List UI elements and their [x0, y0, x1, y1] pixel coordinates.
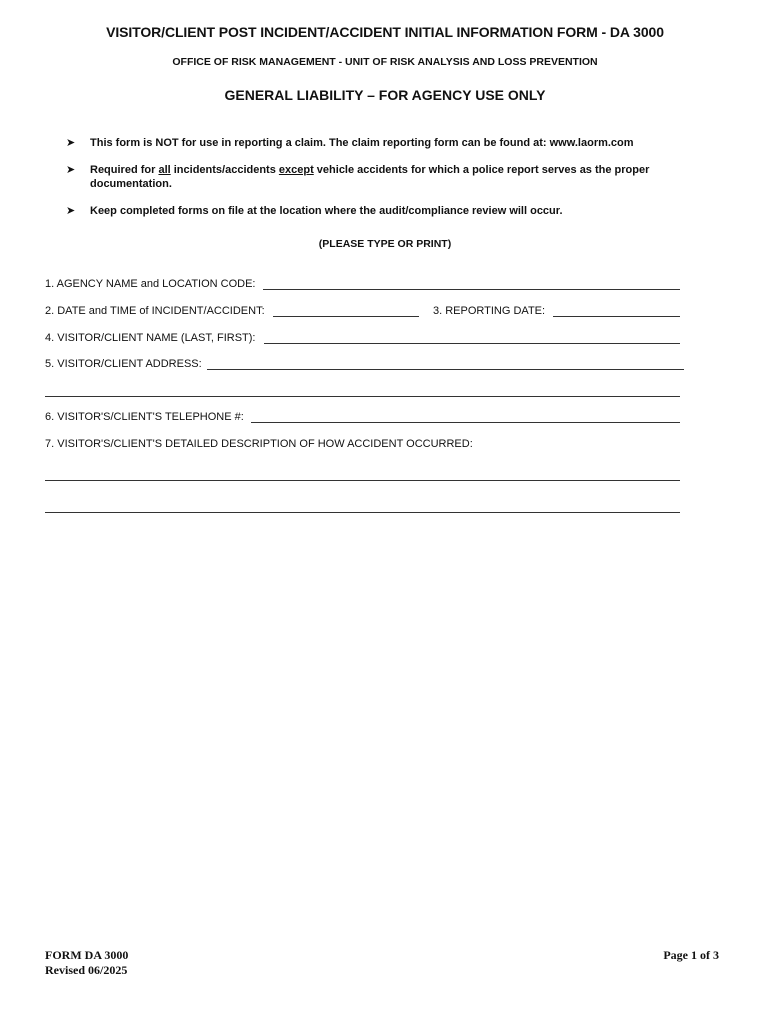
- visitor-name-input-line[interactable]: [264, 343, 680, 344]
- bullet-text: This form is NOT for use in reporting a claim. The claim reporting form can be found at: www.laorm.com: [90, 137, 634, 149]
- field-label: 1. AGENCY NAME and LOCATION CODE:: [45, 278, 256, 290]
- bullet-text: [90, 163, 686, 191]
- section-heading: GENERAL LIABILITY – FOR AGENCY USE ONLY: [224, 87, 546, 103]
- field-accident-description: [45, 437, 680, 453]
- description-line-1[interactable]: [45, 480, 680, 481]
- field-visitor-telephone: [45, 410, 680, 426]
- visitor-address-input-line[interactable]: [207, 369, 684, 370]
- arrow-bullet-icon: ➤: [66, 137, 76, 149]
- emphasis-except: except: [278, 164, 314, 176]
- visitor-telephone-input-line[interactable]: [251, 422, 680, 423]
- field-label: 6. VISITOR'S/CLIENT'S TELEPHONE #:: [45, 411, 244, 423]
- bullet-item-keep-forms: [66, 204, 686, 218]
- bullet-text-part: Required for: [90, 164, 159, 176]
- arrow-bullet-icon: ➤: [66, 164, 76, 176]
- field-visitor-address: [45, 357, 684, 373]
- bullet-text: Keep completed forms on file at the location where the audit/compliance review will occur.: [90, 205, 563, 217]
- incident-date-input-line[interactable]: [273, 316, 419, 317]
- field-visitor-name: [45, 331, 680, 347]
- bullet-text-part: vehicle accidents for which a police report serves as the proper documentation.: [90, 164, 650, 190]
- field-label: 2. DATE and TIME of INCIDENT/ACCIDENT:: [45, 305, 265, 317]
- field-incident-date: [45, 304, 680, 320]
- field-label: 7. VISITOR'S/CLIENT'S DETAILED DESCRIPTION OF HOW ACCIDENT OCCURRED:: [45, 438, 473, 450]
- description-line-2[interactable]: [45, 512, 680, 513]
- agency-name-input-line[interactable]: [263, 289, 680, 290]
- type-or-print-instruction: (PLEASE TYPE OR PRINT): [318, 238, 452, 250]
- office-name: OFFICE OF RISK MANAGEMENT - UNIT OF RISK ANALYSIS AND LOSS PREVENTION: [172, 56, 598, 68]
- field-label: 3. REPORTING DATE:: [433, 305, 546, 317]
- bullet-item-requirement: [66, 163, 686, 191]
- address-continuation-line[interactable]: [45, 396, 680, 397]
- revision-date: Revised 06/2025: [45, 963, 128, 977]
- page-number: Page 1 of 3: [663, 948, 719, 962]
- reporting-date-input-line[interactable]: [553, 316, 680, 317]
- bullet-item-claim-notice: [66, 136, 686, 150]
- footer-form-info: [45, 948, 128, 978]
- field-label: 5. VISITOR/CLIENT ADDRESS:: [45, 358, 202, 370]
- bullet-text-part: incidents/accidents: [170, 164, 279, 176]
- form-title: VISITOR/CLIENT POST INCIDENT/ACCIDENT INITIAL INFORMATION FORM - DA 3000: [106, 24, 664, 40]
- emphasis-all: all: [158, 164, 171, 176]
- form-number: FORM DA 3000: [45, 948, 129, 962]
- arrow-bullet-icon: ➤: [66, 205, 76, 217]
- field-label: 4. VISITOR/CLIENT NAME (LAST, FIRST):: [45, 332, 256, 344]
- field-agency-name: [45, 277, 680, 293]
